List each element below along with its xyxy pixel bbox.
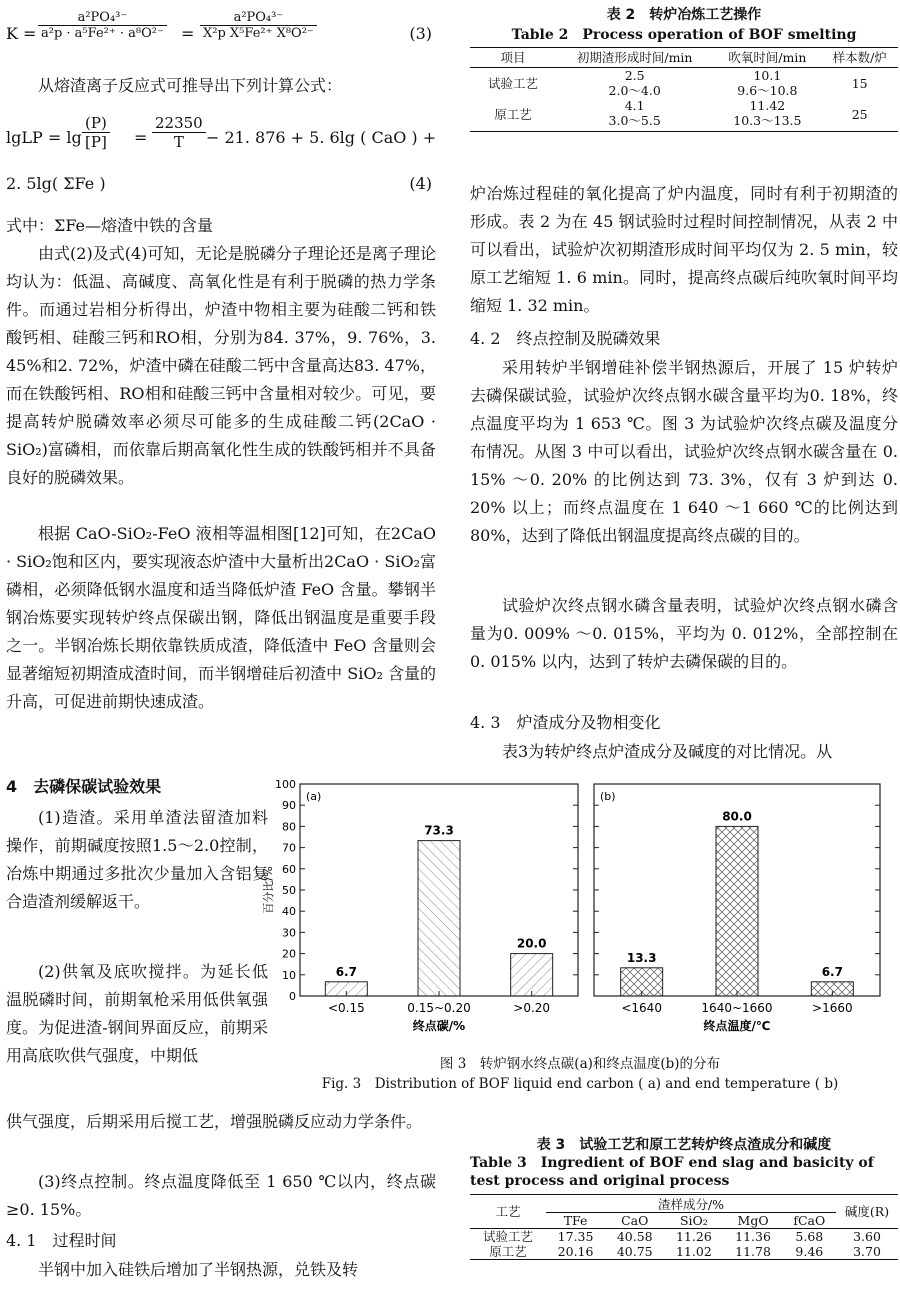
- paragraph: 供气强度，后期采用后搅工艺，增强脱磷反应动力学条件。: [6, 1112, 423, 1131]
- paragraph: 采用转炉半钢增硅补偿半钢热源后，开展了 15 炉转炉去磷保碳试验，试验炉次终点钢水碳含量平均为0. 18%，终点温度平均为 1 653 ℃。图 3 为试验炉次终点碳及温度分布情况。从图 3 中可以看出，试验炉次终点钢水碳含量在 0. 15% ～0. 20% 的比例达到 73. 3%，仅有 3 炉到达 0. 20% 以上；而终点温度在 1 640 ～1 660 ℃的比例达到 80%，达到了降低出钢温度提高终点碳的目的。: [470, 358, 898, 545]
- table-cell: 3.60: [853, 1229, 881, 1244]
- table-cell: 试验工艺: [482, 1229, 533, 1244]
- panel-label: (b): [600, 790, 616, 803]
- eq3-fraction-1: $\frac{\text{a²PO₄³⁻}}{\text{a²p · a⁵Fe²⁺ · a⁸O²⁻}}$: [38, 10, 167, 41]
- x-tick-label: 0.15~0.20: [407, 1001, 471, 1015]
- table-cell: 原工艺: [494, 107, 532, 122]
- paragraph: 炉冶炼过程硅的氧化提高了炉内温度，同时有利于初期渣的形成。表 2 为在 45 钢试验时过程时间控制情况，从表 2 中可以看出，试验炉次初期渣形成时间平均仅为 2. 5 min，较原工艺缩短 1. 6 min。同时，提高终点碳后纯吹氧时间平均缩短 1. 32 min。: [470, 184, 898, 315]
- bar: [418, 841, 460, 996]
- eq3-fraction-2: $\frac{\text{a²PO₄³⁻}}{\text{X²p X⁵Fe²⁺ X⁸O²⁻}}$: [200, 10, 317, 41]
- table-caption-en: Table 3 Ingredient of BOF end slag and basicity of test process and original process: [470, 1155, 874, 1189]
- data-table: [470, 47, 898, 132]
- table-header: 初期渣形成时间/min: [576, 50, 693, 65]
- table-cell: 3.0～5.5: [608, 113, 661, 128]
- paragraph: 表3为转炉终点炉渣成分及碱度的对比情况。从: [502, 742, 833, 761]
- where-clause: 式中：ΣFe—熔渣中铁的含量: [6, 216, 214, 235]
- table-cell: 11.78: [735, 1244, 771, 1259]
- y-axis-label: 百分比/%: [262, 866, 275, 914]
- eq4-fraction-2: $\frac{22350}{T}$: [152, 114, 206, 151]
- table-caption-en: Table 2 Process operation of BOF smelting: [511, 27, 857, 43]
- y-tick-label: 30: [282, 926, 296, 940]
- x-axis-label: 终点温度/℃: [703, 1019, 771, 1033]
- table-header: SiO₂: [664, 1213, 723, 1229]
- equation-4: lgLP = lg $\frac{(P)}{[P]}$ = $\frac{22350}{T}$ − 21. 876 + 5. 6lg ( CaO ) +: [6, 114, 437, 151]
- figure-caption-cn: 图 3 转炉钢水终点碳(a)和终点温度(b)的分布: [439, 1056, 721, 1072]
- table-cell: 40.75: [616, 1244, 653, 1259]
- table-caption-cn: 表 2 转炉冶炼工艺操作: [606, 7, 762, 23]
- paragraph: 从熔渣离子反应式可推导出下列计算公式：: [38, 76, 343, 95]
- y-tick-label: 20: [282, 947, 296, 961]
- x-axis-label: 终点碳/%: [412, 1019, 466, 1033]
- paragraph: 半钢中加入硅铁后增加了半钢热源，兑铁及转: [38, 1260, 359, 1279]
- paragraph: (1)造渣。采用单渣法留渣加料操作，前期碱度按照1.5～2.0控制，冶炼中期通过多批次少量加入含铝复合造渣剂缓解返干。: [6, 808, 268, 911]
- table-cell: 5.68: [795, 1229, 824, 1244]
- x-tick-label: >1660: [812, 1001, 853, 1015]
- table-header: 项目: [500, 50, 526, 65]
- y-tick-label: 50: [282, 884, 296, 897]
- y-tick-label: 80: [282, 820, 296, 834]
- table-header: 渣样成分/%: [546, 1195, 836, 1213]
- table-2: [470, 4, 898, 132]
- bar: [716, 826, 758, 996]
- figure-caption-en: Fig. 3 Distribution of BOF liquid end carbon ( a) and end temperature ( b): [321, 1076, 839, 1092]
- paragraph: (2)供氧及底吹搅拌。为延长低温脱磷时间，前期氧枪采用低供氧强度。为促进渣-钢间界面反应，前期采用高底吹供气强度，中期低: [6, 962, 268, 1065]
- section-heading: 4 去磷保碳试验效果: [6, 777, 162, 796]
- paragraph: 试验炉次终点钢水磷含量表明，试验炉次终点钢水磷含量为0. 009% ～0. 015%，平均为 0. 012%，全部控制在 0. 015% 以内，达到了转炉去磷保碳的目的。: [470, 596, 898, 671]
- eq4-fraction-1: $\frac{(P)}{[P]}$: [82, 114, 110, 151]
- x-tick-label: 1640~1660: [701, 1001, 773, 1015]
- table-header: TFe: [546, 1213, 605, 1229]
- table-cell: 40.58: [616, 1229, 653, 1244]
- table-header: MgO: [723, 1213, 782, 1229]
- data-table: [470, 1194, 898, 1260]
- data-label: 80.0: [722, 809, 752, 824]
- data-label: 73.3: [424, 823, 454, 838]
- table-cell: 17.35: [557, 1229, 594, 1244]
- table-cell: 25: [851, 107, 868, 122]
- equation-3: K = $\frac{\text{a²PO₄³⁻}}{\text{a²p · a⁵Fe²⁺ · a⁸O²⁻}}$ = $\frac{\text{a²PO₄³⁻}}{\text{X²p X⁵Fe²⁺ X⁸O²⁻}}$ (3): [6, 10, 432, 43]
- table-cell: 9.6～10.8: [737, 83, 798, 98]
- figure-3-chart: [262, 772, 898, 1048]
- y-tick-label: 0: [289, 990, 296, 1003]
- paragraph: (3)终点控制。终点温度降低至 1 650 ℃以内，终点碳≥0. 15%。: [6, 1172, 436, 1219]
- paragraph: 由式(2)及式(4)可知，无论是脱磷分子理论还是离子理论均认为：低温、高碱度、高氧化性是有利于脱磷的热力学条件。而通过岩相分析得出，炉渣中物相主要为硅酸二钙和铁酸钙相、硅酸三钙和RO相，分别为84. 37%，9. 76%，3. 45%和2. 72%，炉渣中磷在硅酸二钙中含量高达83. 47%，而在铁酸钙相、RO相和硅酸三钙中含量相对较少。可见，要提高转炉脱磷效率必须尽可能多的生成硅酸二钙(2CaO · SiO₂)富磷相，而依靠后期高氧化性生成的铁酸钙相并不具备良好的脱磷效果。: [6, 244, 436, 487]
- subsection-heading: 4. 1 过程时间: [6, 1231, 117, 1250]
- table-cell: 2.5: [624, 68, 645, 83]
- table-cell: 20.16: [557, 1244, 594, 1259]
- table-header: CaO: [605, 1213, 664, 1229]
- table-cell: 试验工艺: [487, 75, 538, 91]
- y-tick-label: 60: [282, 862, 296, 876]
- y-tick-label: 10: [282, 968, 296, 982]
- data-label: 6.7: [821, 964, 843, 979]
- table-row: [470, 1244, 898, 1260]
- y-tick-label: 70: [282, 841, 296, 855]
- panel-label: (a): [306, 790, 322, 803]
- table-cell: 11.26: [675, 1229, 712, 1244]
- table-header: 工艺: [470, 1195, 546, 1229]
- x-tick-label: <1640: [621, 1001, 662, 1015]
- paragraph: 根据 CaO-SiO₂-FeO 液相等温相图[12]可知，在2CaO · SiO₂饱和区内，要实现液态炉渣中大量析出2CaO · SiO₂富磷相，必须降低钢水温度和适当降低炉渣 FeO 含量。攀钢半钢冶炼要实现转炉终点保碳出钢，降低出钢温度是重要手段之一。半钢冶炼长期依靠铁质成渣，降低渣中 FeO 含量则会显著缩短初期渣成渣时间，而半钢增硅后初渣中 SiO₂ 含量的升高，可促进前期快速成渣。: [6, 524, 436, 711]
- table-cell: 4.1: [624, 98, 645, 113]
- y-tick-label: 90: [282, 799, 296, 813]
- x-tick-label: >0.20: [513, 1001, 551, 1015]
- table-cell: 11.42: [749, 98, 786, 113]
- table-cell: 9.46: [795, 1244, 824, 1259]
- x-tick-label: <0.15: [327, 1001, 365, 1015]
- subsection-heading: 4. 3 炉渣成分及物相变化: [470, 713, 661, 732]
- table-cell: 10.1: [753, 68, 782, 83]
- table-row: [470, 1229, 898, 1245]
- table-header: 样本数/炉: [832, 50, 887, 65]
- table-cell: 原工艺: [489, 1244, 527, 1259]
- equation-number: (3): [409, 24, 432, 43]
- table-row: [470, 98, 898, 113]
- data-label: 6.7: [335, 964, 357, 979]
- table-cell: 11.02: [675, 1244, 712, 1259]
- equation-4-line2: 2. 5lg( ΣFe ) (4): [6, 174, 432, 193]
- data-label: 13.3: [626, 950, 657, 965]
- table-cell: 10.3～13.5: [733, 113, 802, 128]
- table-header: fCaO: [783, 1213, 836, 1229]
- table-cell: 3.70: [853, 1244, 881, 1259]
- table-cell: 11.36: [735, 1229, 771, 1244]
- table-3: [470, 1134, 898, 1260]
- table-header: 吹氧时间/min: [728, 50, 807, 65]
- table-cell: 15: [851, 75, 868, 91]
- subsection-heading: 4. 2 终点控制及脱磷效果: [470, 329, 661, 348]
- table-header: 碱度(R): [836, 1195, 898, 1229]
- table-cell: 2.0～4.0: [608, 83, 661, 98]
- equation-number: (4): [409, 174, 432, 193]
- y-tick-label: 100: [275, 778, 296, 791]
- table-row: [470, 68, 898, 84]
- data-label: 20.0: [516, 936, 547, 951]
- y-tick-label: 40: [282, 905, 296, 919]
- table-caption-cn: 表 3 试验工艺和原工艺转炉终点渣成分和碱度: [536, 1137, 832, 1153]
- bar: [511, 954, 553, 996]
